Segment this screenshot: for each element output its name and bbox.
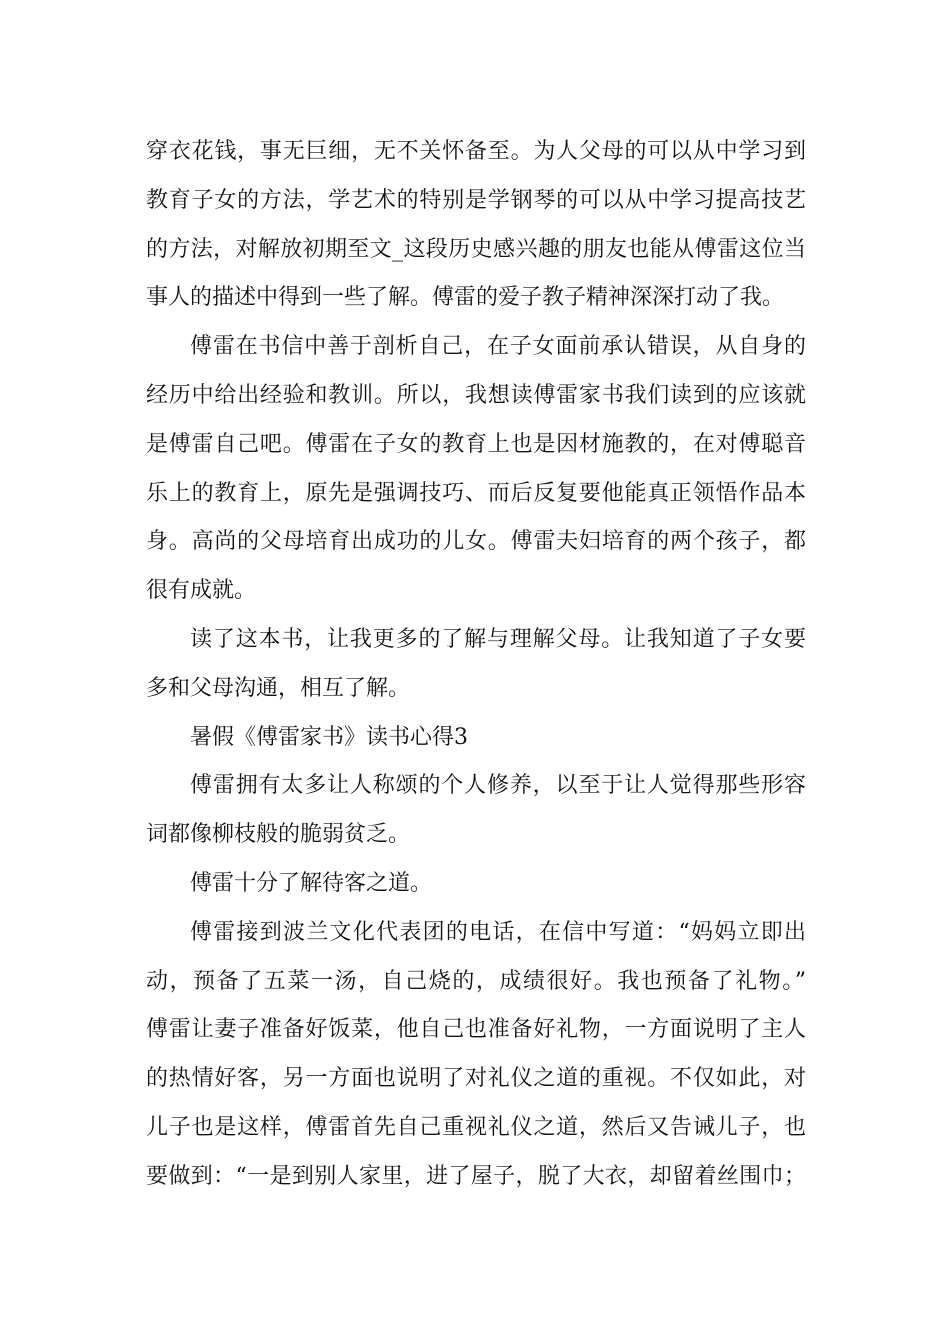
text-line: 经历中给出经验和教训。所以，我想读傅雷家书我们读到的应该就 [146,382,806,408]
section-heading: 暑假《傅雷家书》读书心得3 [190,724,468,750]
text-line: 教育子女的方法，学艺术的特别是学钢琴的可以从中学习提高技艺 [146,187,806,213]
text-line: 动，预备了五菜一汤，自己烧的，成绩很好。我也预备了礼物。” [146,968,806,994]
paragraph-first-line: 傅雷十分了解待客之道。 [190,870,433,896]
text-line: 要做到：“一是到别人家里，进了屋子，脱了大衣，却留着丝围巾； [146,1163,806,1189]
text-line: 身。高尚的父母培育出成功的儿女。傅雷夫妇培育的两个孩子，都 [146,529,806,555]
text-line: 很有成就。 [146,578,257,604]
text-line: 乐上的教育上，原先是强调技巧、而后反复要他能真正领悟作品本 [146,480,806,506]
text-line: 事人的描述中得到一些了解。傅雷的爱子教子精神深深打动了我。 [146,285,785,311]
text-line: 是傅雷自己吧。傅雷在子女的教育上也是因材施教的，在对傅聪音 [146,431,806,457]
text-line: 的热情好客，另一方面也说明了对礼仪之道的重视。不仅如此，对 [146,1066,806,1092]
paragraph-first-line: 傅雷拥有太多让人称颂的个人修养，以至于让人觉得那些形容 [190,773,806,799]
text-line: 多和父母沟通，相互了解。 [146,675,411,701]
text-line: 儿子也是这样，傅雷首先自己重视礼仪之道，然后又告诫儿子，也 [146,1114,806,1140]
paragraph-first-line: 读了这本书，让我更多的了解与理解父母。让我知道了子女要 [190,626,806,652]
body-text [146,128,806,1202]
paragraph-first-line: 傅雷接到波兰文化代表团的电话，在信中写道：“妈妈立即出 [190,919,806,945]
text-line: 词都像柳枝般的脆弱贫乏。 [146,822,411,848]
paragraph-first-line: 傅雷在书信中善于剖析自己，在子女面前承认错误，从自身的 [190,334,806,360]
text-line: 的方法，对解放初期至文_这段历史感兴趣的朋友也能从傅雷这位当 [146,236,806,262]
text-line: 傅雷让妻子准备好饭菜，他自己也准备好礼物，一方面说明了主人 [146,1017,806,1043]
text-line: 穿衣花钱，事无巨细，无不关怀备至。为人父母的可以从中学习到 [146,139,806,164]
